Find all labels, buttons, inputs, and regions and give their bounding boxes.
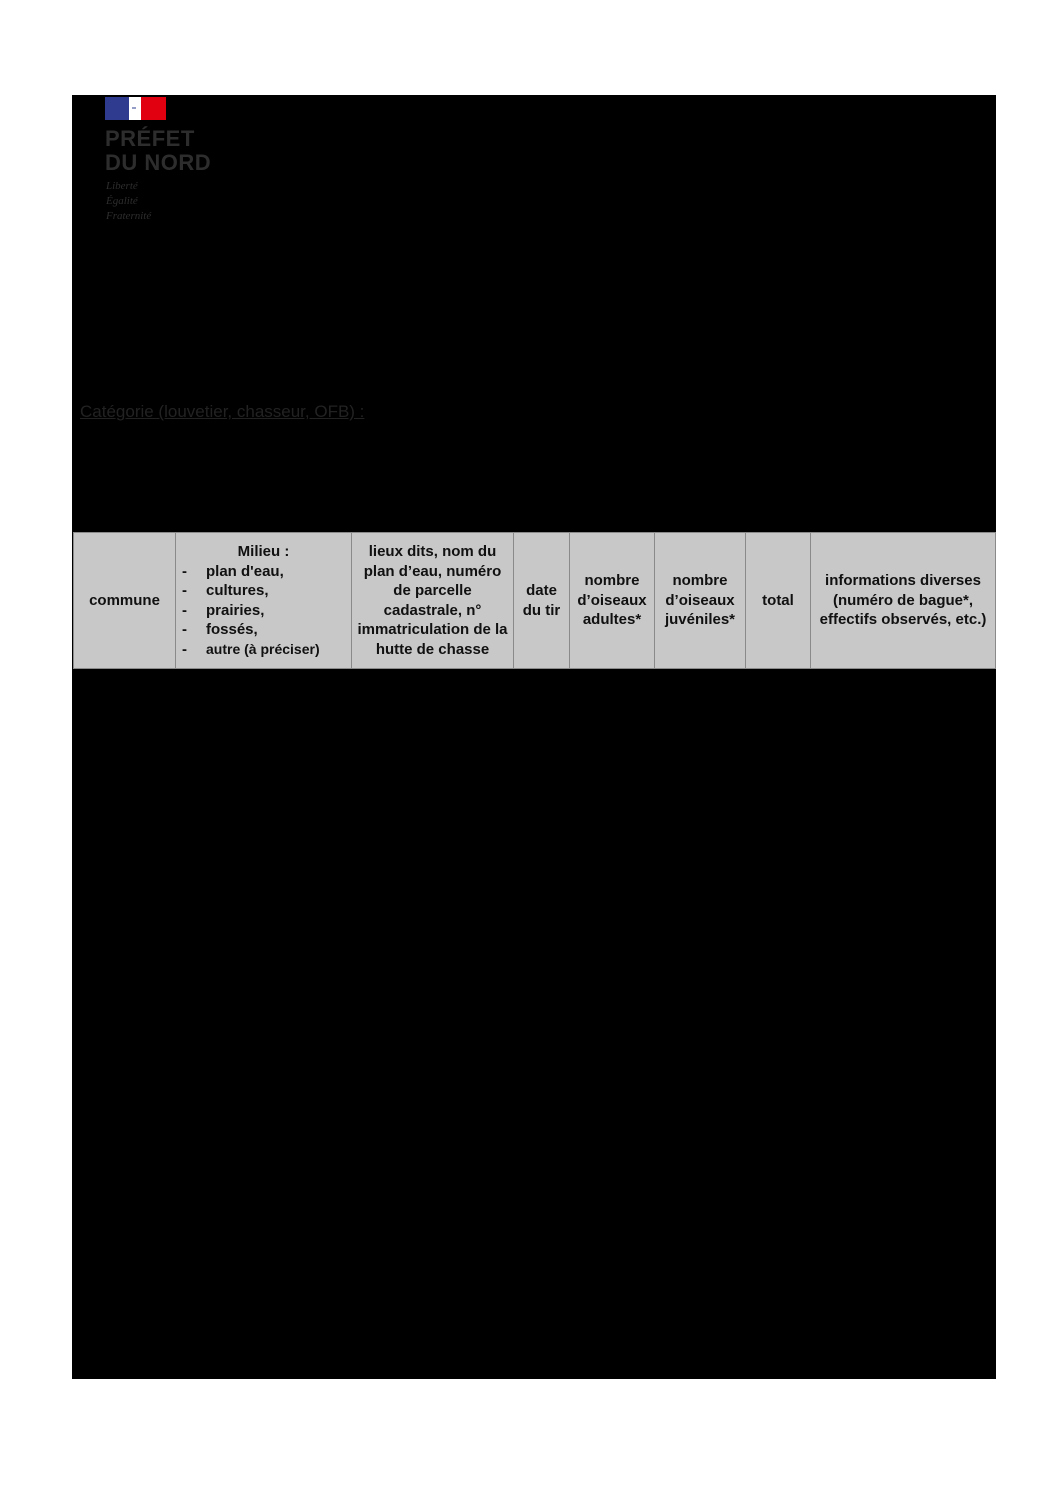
redacted-page-area bbox=[72, 95, 996, 1379]
column-header-date: date du tir bbox=[514, 533, 570, 669]
category-label: Catégorie (louvetier, chasseur, OFB) : bbox=[80, 402, 365, 421]
column-header-total: total bbox=[746, 533, 811, 669]
motto-fraternite: Fraternité bbox=[106, 210, 152, 222]
prefecture-name-line-1: PRÉFET bbox=[105, 126, 195, 151]
prefecture-name bbox=[105, 127, 211, 175]
milieu-option: - prairies, bbox=[182, 601, 265, 619]
milieu-options-list bbox=[180, 562, 347, 660]
column-header-commune: commune bbox=[74, 533, 176, 669]
prefecture-logo bbox=[105, 97, 235, 227]
shooting-report-table bbox=[73, 532, 996, 669]
column-header-infos: informations diverses (numéro de bague*, effectifs observés, etc.) bbox=[811, 533, 996, 669]
column-header-adultes: nombre d’oiseaux adultes* bbox=[570, 533, 655, 669]
motto-liberte: Liberté bbox=[106, 180, 138, 192]
prefecture-name-line-2: DU NORD bbox=[105, 150, 212, 175]
milieu-option: - cultures, bbox=[182, 582, 269, 599]
republic-motto bbox=[106, 179, 151, 224]
milieu-option: - plan d'eau, bbox=[182, 562, 284, 580]
column-header-juveniles: nombre d’oiseaux juvéniles* bbox=[655, 533, 746, 669]
milieu-option: - fossés, bbox=[182, 621, 258, 638]
table-header-row bbox=[74, 533, 996, 669]
column-header-milieu bbox=[176, 533, 352, 669]
marianne-flag-icon bbox=[105, 97, 166, 120]
milieu-option: - autre (à préciser) bbox=[182, 640, 320, 658]
column-header-lieux: lieux dits, nom du plan d’eau, numéro de parcelle cadastrale, n° immatriculation de la hutte de chasse bbox=[352, 533, 514, 669]
motto-egalite: Égalité bbox=[106, 195, 138, 207]
milieu-title: Milieu : bbox=[237, 543, 290, 560]
